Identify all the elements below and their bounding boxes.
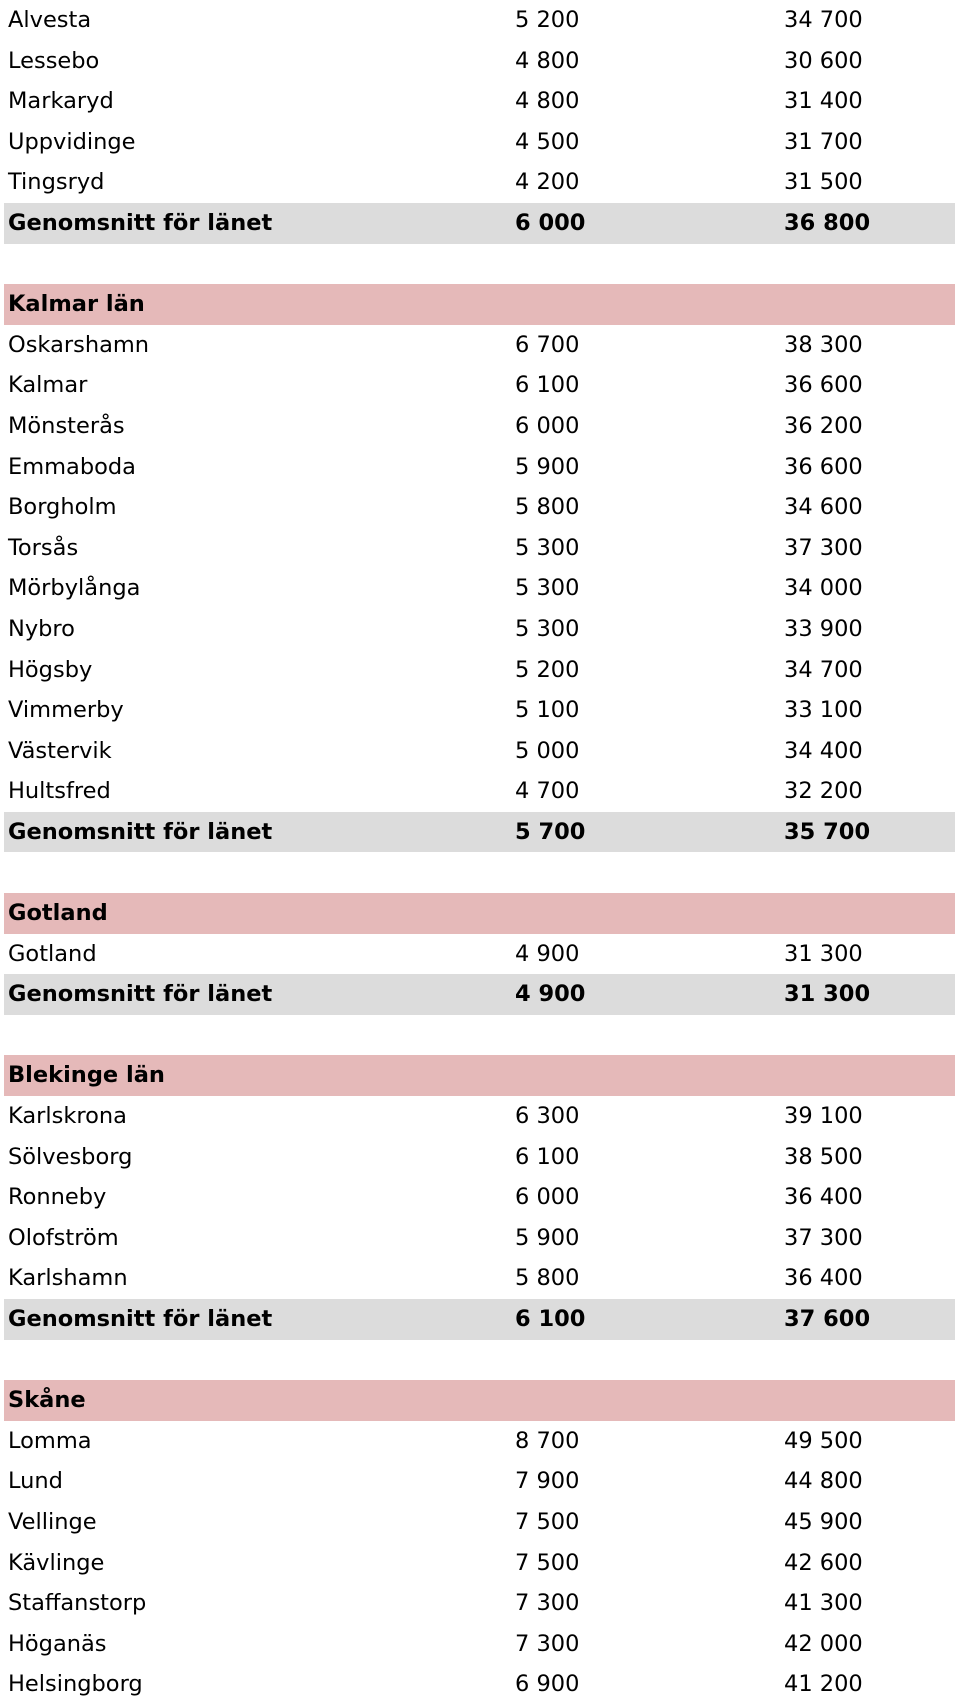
value-column-2: 30 600 [784,47,863,74]
county-header-row [4,284,955,325]
municipality-row [4,1624,955,1665]
value-column-2: 31 400 [784,88,863,115]
municipality-row [4,325,955,366]
municipality-row [4,1096,955,1137]
municipality-row [4,1421,955,1462]
municipality-row [4,0,955,41]
county-header-row [4,1055,955,1096]
value-column-2: 39 100 [784,1103,863,1130]
value-column-1: 4 900 [515,940,580,967]
municipality-row [4,771,955,812]
municipality-row [4,41,955,82]
spacer-row [4,1340,955,1381]
county-average-row [4,203,955,244]
municipality-name: Tingsryd [8,169,105,196]
municipality-name: Lund [8,1468,63,1495]
value-column-2: 33 900 [784,615,863,642]
county-name: Skåne [8,1387,86,1414]
municipality-name: Lomma [8,1427,92,1454]
municipality-row [4,1177,955,1218]
value-column-1: 6 100 [515,372,580,399]
value-column-1: 6 000 [515,1184,580,1211]
municipality-row [4,1664,955,1705]
municipality-table [4,0,955,1705]
value-column-2: 42 600 [784,1549,863,1576]
municipality-row [4,650,955,691]
municipality-name: Markaryd [8,88,114,115]
municipality-row [4,609,955,650]
value-column-1: 6 100 [515,1143,580,1170]
municipality-name: Sölvesborg [8,1143,133,1170]
county-name: Kalmar län [8,291,145,318]
municipality-row [4,934,955,975]
value-column-2: 36 400 [784,1184,863,1211]
value-column-2: 34 000 [784,575,863,602]
municipality-row [4,447,955,488]
value-column-2: 34 400 [784,737,863,764]
value-column-2: 45 900 [784,1508,863,1535]
municipality-name: Torsås [8,534,79,561]
municipality-name: Emmaboda [8,453,136,480]
value-column-1: 7 900 [515,1468,580,1495]
municipality-name: Alvesta [8,7,92,33]
value-column-1: 5 300 [515,575,580,602]
municipality-row [4,1258,955,1299]
value-column-2: 31 500 [784,169,863,196]
value-column-1: 4 800 [515,88,580,115]
municipality-name: Staffanstorp [8,1590,147,1617]
municipality-name: Kalmar [8,372,88,399]
municipality-name: Nybro [8,615,75,642]
municipality-row [4,122,955,163]
county-header-row [4,1380,955,1421]
value-column-2: 31 300 [784,981,871,1008]
value-column-1: 4 200 [515,169,580,196]
value-column-1: 5 300 [515,534,580,561]
municipality-name: Borgholm [8,494,117,521]
value-column-1: 4 800 [515,47,580,74]
value-column-1: 6 900 [515,1671,580,1698]
municipality-row [4,81,955,122]
municipality-name: Ronneby [8,1184,107,1211]
municipality-name: Olofström [8,1224,119,1251]
municipality-row [4,365,955,406]
county-average-row [4,1299,955,1340]
municipality-row [4,1461,955,1502]
value-column-1: 5 200 [515,656,580,683]
value-column-1: 5 100 [515,697,580,724]
value-column-1: 7 300 [515,1590,580,1617]
value-column-1: 5 300 [515,615,580,642]
value-column-2: 36 200 [784,412,863,439]
county-average-row [4,974,955,1015]
value-column-1: 5 900 [515,1224,580,1251]
spacer-row [4,852,955,893]
county-name: Gotland [8,900,108,927]
value-column-1: 5 000 [515,737,580,764]
value-column-2: 35 700 [784,818,871,845]
value-column-2: 31 300 [784,940,863,967]
value-column-1: 4 700 [515,778,580,805]
municipality-row [4,162,955,203]
value-column-1: 7 500 [515,1549,580,1576]
municipality-row [4,487,955,528]
municipality-row [4,406,955,447]
value-column-1: 6 000 [515,412,580,439]
value-column-2: 49 500 [784,1427,863,1454]
municipality-name: Vimmerby [8,697,124,724]
value-column-2: 34 600 [784,494,863,521]
value-column-2: 36 600 [784,372,863,399]
average-label: Genomsnitt för länet [8,209,273,236]
municipality-name: Mönsterås [8,412,125,439]
value-column-2: 31 700 [784,128,863,155]
value-column-2: 34 700 [784,656,863,683]
average-label: Genomsnitt för länet [8,981,273,1008]
municipality-row [4,731,955,772]
value-column-2: 36 600 [784,453,863,480]
municipality-name: Gotland [8,940,97,967]
municipality-name: Mörbylånga [8,575,141,602]
value-column-1: 5 800 [515,1265,580,1292]
municipality-row [4,1137,955,1178]
municipality-row [4,528,955,569]
municipality-row [4,1543,955,1584]
value-column-2: 32 200 [784,778,863,805]
value-column-2: 37 300 [784,534,863,561]
value-column-2: 42 000 [784,1630,863,1657]
value-column-2: 38 500 [784,1143,863,1170]
county-name: Blekinge län [8,1062,165,1089]
municipality-name: Karlskrona [8,1103,127,1130]
value-column-1: 6 700 [515,331,580,358]
spacer-row [4,244,955,285]
value-column-2: 36 400 [784,1265,863,1292]
value-column-2: 38 300 [784,331,863,358]
municipality-name: Helsingborg [8,1671,143,1698]
municipality-name: Uppvidinge [8,128,136,155]
value-column-1: 5 900 [515,453,580,480]
municipality-row [4,1583,955,1624]
municipality-row [4,568,955,609]
municipality-name: Vellinge [8,1508,97,1535]
value-column-2: 34 700 [784,7,863,33]
value-column-2: 33 100 [784,697,863,724]
value-column-1: 5 200 [515,7,580,33]
value-column-2: 36 800 [784,209,871,236]
county-average-row [4,812,955,853]
value-column-1: 4 500 [515,128,580,155]
average-label: Genomsnitt för länet [8,818,273,845]
municipality-row [4,1218,955,1259]
municipality-name: Hultsfred [8,778,111,805]
municipality-name: Lessebo [8,47,100,74]
municipality-name: Västervik [8,737,112,764]
value-column-2: 37 300 [784,1224,863,1251]
municipality-name: Kävlinge [8,1549,105,1576]
value-column-2: 44 800 [784,1468,863,1495]
value-column-1: 8 700 [515,1427,580,1454]
value-column-1: 6 000 [515,209,586,236]
municipality-name: Höganäs [8,1630,107,1657]
average-label: Genomsnitt för länet [8,1306,273,1332]
value-column-2: 41 200 [784,1671,863,1698]
value-column-1: 7 300 [515,1630,580,1657]
value-column-1: 5 800 [515,494,580,521]
value-column-2: 41 300 [784,1590,863,1617]
value-column-1: 5 700 [515,818,586,845]
value-column-1: 7 500 [515,1508,580,1535]
value-column-2: 37 600 [784,1306,871,1332]
municipality-name: Högsby [8,656,93,683]
municipality-name: Karlshamn [8,1265,128,1292]
county-header-row [4,893,955,934]
municipality-row [4,1502,955,1543]
spacer-row [4,1015,955,1056]
value-column-1: 6 100 [515,1306,586,1332]
value-column-1: 4 900 [515,981,586,1008]
municipality-name: Oskarshamn [8,331,150,358]
municipality-row [4,690,955,731]
value-column-1: 6 300 [515,1103,580,1130]
